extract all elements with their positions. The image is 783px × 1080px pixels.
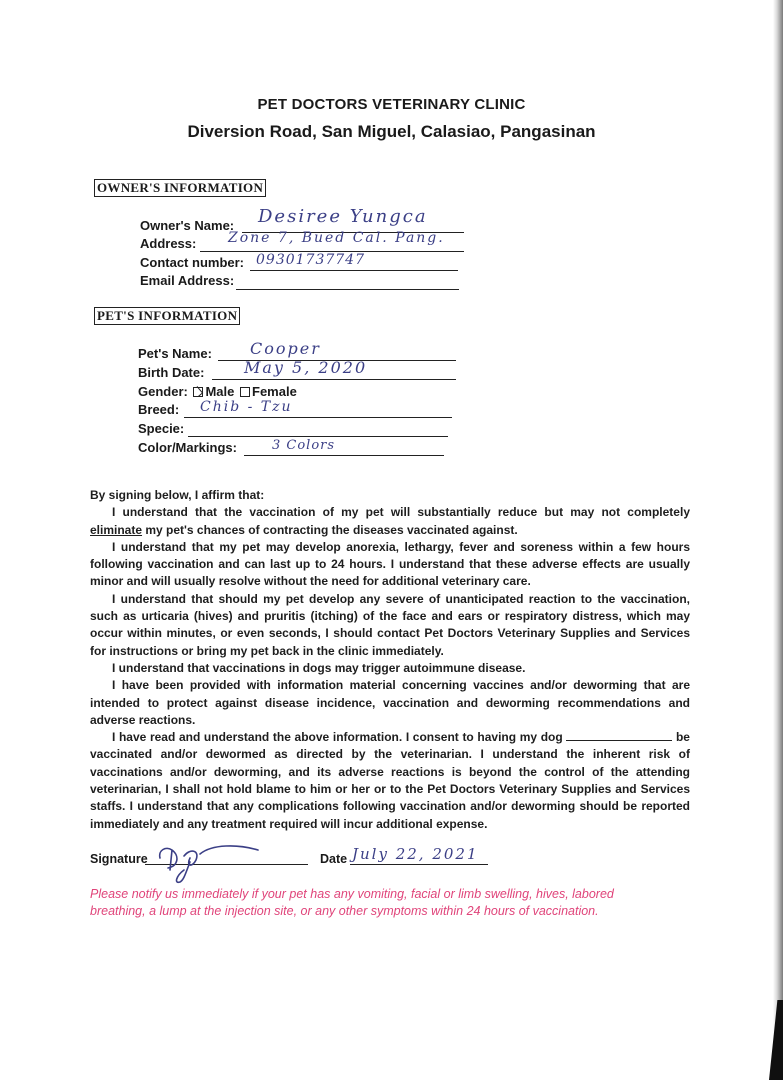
address-label: Address:	[140, 236, 197, 251]
gender-label: Gender:	[138, 384, 188, 399]
clinic-name: PET DOCTORS VETERINARY CLINIC	[257, 96, 526, 113]
birth-date-value[interactable]: May 5, 2020	[244, 358, 368, 377]
consent-text	[90, 487, 690, 833]
dog-name-blank[interactable]	[566, 729, 672, 741]
underlined-eliminate: eliminate	[90, 522, 143, 537]
address-value[interactable]: Zone 7, Bued Cal. Pang.	[228, 230, 445, 246]
pet-name-label: Pet's Name:	[138, 346, 212, 361]
breed-value[interactable]: Chib - Tzu	[200, 399, 293, 415]
birth-date-line	[212, 379, 456, 380]
page-edge-shadow	[773, 0, 783, 1080]
contact-number-value[interactable]: 09301737747	[256, 252, 365, 268]
owner-name-value[interactable]: Desiree Yungca	[258, 206, 428, 227]
consent-paragraph-5: I have been provided with information material concerning vaccines and/or deworming that are intended to protect against disease incidence, vaccination and deworming recommendations and adverse reactions.	[90, 678, 690, 727]
email-label: Email Address:	[140, 273, 235, 288]
breed-line	[184, 417, 452, 418]
specie-label: Specie:	[138, 421, 185, 436]
pet-section-heading: PET'S INFORMATION	[94, 307, 240, 325]
color-markings-line	[244, 455, 444, 456]
signature-scribble[interactable]	[150, 836, 270, 884]
email-line	[236, 289, 459, 290]
gender-male-checkbox[interactable]	[193, 387, 203, 397]
date-value[interactable]: July 22, 2021	[352, 845, 479, 863]
post-vaccination-notice: Please notify us immediately if your pet has any vomiting, facial or limb swelling, hives, labored breathing, a lump at the injection site, or any other symptoms within 24 hours of vaccination.	[90, 887, 614, 918]
consent-lead: By signing below, I affirm that:	[90, 488, 265, 502]
signature-label: Signature	[90, 852, 148, 866]
gender-female-label: Female	[252, 384, 297, 399]
gender-male-label: Male	[205, 384, 235, 399]
consent-paragraph-4: I understand that vaccinations in dogs may trigger autoimmune disease.	[112, 660, 526, 675]
date-line	[350, 864, 488, 865]
pet-name-value[interactable]: Cooper	[250, 339, 321, 358]
clinic-address: Diversion Road, San Miguel, Calasiao, Pangasinan	[187, 122, 596, 141]
color-markings-value[interactable]: 3 Colors	[272, 438, 336, 453]
owner-name-label: Owner's Name:	[140, 218, 235, 233]
owner-section-heading: OWNER'S INFORMATION	[94, 179, 266, 197]
date-label: Date	[320, 852, 348, 866]
breed-label: Breed:	[138, 402, 180, 417]
contact-number-line	[250, 270, 458, 271]
consent-paragraph-2: I understand that my pet may develop anorexia, lethargy, fever and soreness within a few hours following vaccination and can last up to 24 hours. I understand that these adverse effects are usually minor and will usually resolve without the need for additional veterinary care.	[90, 539, 690, 589]
birth-date-label: Birth Date:	[138, 365, 205, 380]
consent-paragraph-3: I understand that should my pet develop any severe of unanticipated reaction to the vaccination, such as urticaria (hives) and pruritis (itching) of the face and ears or respiratory distress, which may occur within minutes, or even seconds, I should contact Pet Doctors Veterinary Supplies and Services for instructions or bring my pet back in the clinic immediately.	[90, 591, 690, 658]
gender-female-checkbox[interactable]	[240, 387, 250, 397]
contact-number-label: Contact number:	[140, 255, 244, 270]
consent-paragraph-6: I have read and understand the above information. I consent to having my dog be vaccinated and/or dewormed as directed by the veterinarian. I understand the inherent risk of vaccinations and/or deworming, and its adverse reactions is beyond the control of the attending veterinarian, I shall not hold blame to him or her or to the Pet Doctors Veterinary Supplies and Services staffs. I understand that any complications following vaccination and/or deworming should be reported immediately and any treatment required will incur additional expense.	[90, 730, 690, 831]
consent-paragraph-1: I understand that the vaccination of my pet will substantially reduce but may not completely eliminate my pet's chances of contracting the diseases vaccinated against.	[90, 505, 690, 537]
color-markings-label: Color/Markings:	[138, 440, 237, 455]
